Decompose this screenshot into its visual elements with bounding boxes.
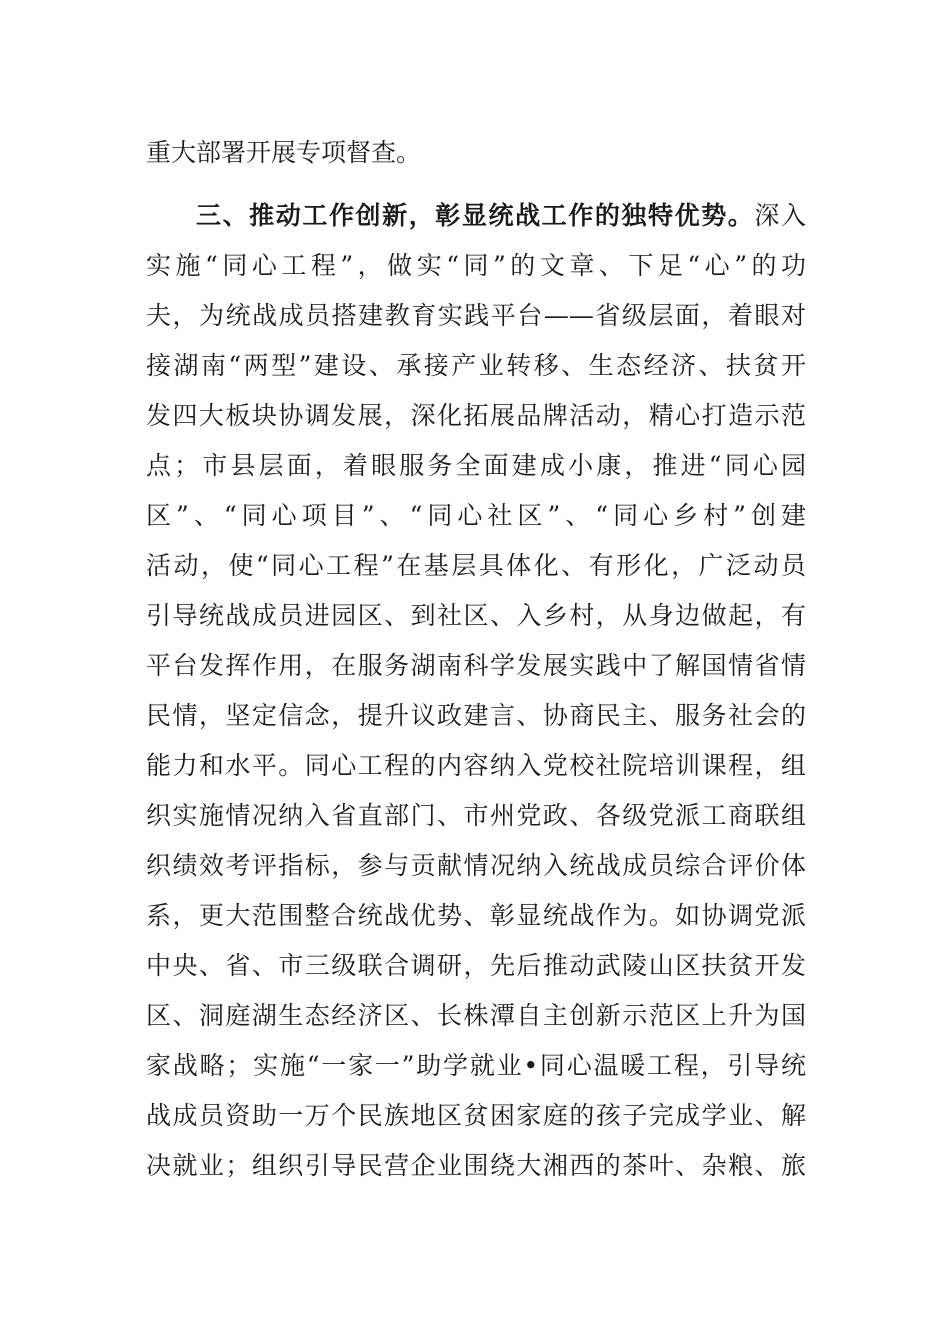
paragraph-line-2: 实施“同心工程”，做实“同”的文章、下足“心”的功	[146, 251, 806, 280]
paragraph-line-11: 民情，坚定信念，提升议政建言、协商民主、服务社会的	[146, 701, 806, 730]
paragraph-line-20: 决就业；组织引导民营企业围绕大湘西的茶叶、杂粮、旅	[146, 1151, 806, 1180]
paragraph-line-13: 织实施情况纳入省直部门、市州党政、各级党派工商联组	[146, 801, 806, 830]
paragraph-line-19: 战成员资助一万个民族地区贫困家庭的孩子完成学业、解	[146, 1101, 806, 1130]
paragraph-line-15: 系，更大范围整合统战优势、彰显统战作为。如协调党派	[146, 901, 806, 930]
paragraph-line-18: 家战略；实施“一家一”助学就业•同心温暖工程，引导统	[146, 1051, 806, 1080]
paragraph-line-1: 深入	[754, 201, 806, 230]
paragraph-line-8: 活动，使“同心工程”在基层具体化、有形化，广泛动员	[146, 551, 806, 580]
section-heading: 三、推动工作创新，彰显统战工作的独特优势。	[196, 201, 755, 230]
paragraph-line-7: 区”、“同心项目”、“同心社区”、“同心乡村”创建	[146, 501, 806, 530]
paragraph-line-14: 织绩效考评指标，参与贡献情况纳入统战成员综合评价体	[146, 851, 806, 880]
section-first-line	[196, 196, 806, 236]
paragraph-line-3: 夫，为统战成员搭建教育实践平台——省级层面，着眼对	[146, 301, 806, 330]
previous-paragraph-ending: 重大部署开展专项督查。	[146, 138, 422, 167]
paragraph-line-10: 平台发挥作用，在服务湖南科学发展实践中了解国情省情	[146, 651, 806, 680]
paragraph-line-12: 能力和水平。同心工程的内容纳入党校社院培训课程，组	[146, 751, 806, 780]
paragraph-line-6: 点；市县层面，着眼服务全面建成小康，推进“同心园	[146, 451, 806, 480]
paragraph-line-16: 中央、省、市三级联合调研，先后推动武陵山区扶贫开发	[146, 951, 806, 980]
paragraph-line-4: 接湖南“两型”建设、承接产业转移、生态经济、扶贫开	[146, 351, 806, 380]
paragraph-line-9: 引导统战成员进园区、到社区、入乡村，从身边做起，有	[146, 601, 806, 630]
paragraph-line-17: 区、洞庭湖生态经济区、长株潭自主创新示范区上升为国	[146, 1001, 806, 1030]
paragraph-line-5: 发四大板块协调发展，深化拓展品牌活动，精心打造示范	[146, 401, 806, 430]
